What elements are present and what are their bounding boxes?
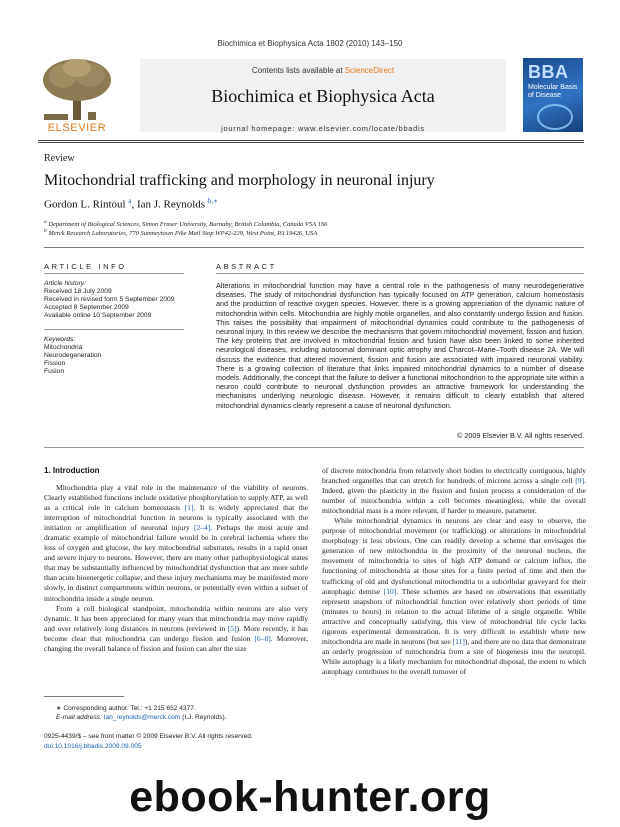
abstract-heading: ABSTRACT xyxy=(216,262,277,271)
affiliation-text: Department of Biological Sciences, Simon Fraser University, Burnaby, British Columbia, Canada V5A 1S6 xyxy=(48,221,328,229)
keywords-label: Keywords: xyxy=(44,336,76,343)
journal-homepage[interactable]: journal homepage: www.elsevier.com/locate/bbadis xyxy=(221,124,425,133)
history-item: Available online 10 September 2009 xyxy=(44,312,152,319)
history-item: Received in revised form 5 September 2009 xyxy=(44,296,175,303)
contents-prefix: Contents lists available at xyxy=(251,66,345,75)
journal-cover-image xyxy=(523,58,583,132)
history-item: Accepted 8 September 2009 xyxy=(44,304,129,311)
section-rule xyxy=(44,247,584,248)
keywords-rule xyxy=(44,329,184,330)
sciencedirect-link[interactable]: ScienceDirect xyxy=(344,66,395,75)
paragraph-text: ), and there are no data that demonstrate an orderly progression of mitochondria from a site of biogenesis into the neuropil. While autophagy is a likely mechanism for mitochondrial disposal, the extent to which autophagy contributes to the overall turnover of xyxy=(322,636,586,676)
email-footnote xyxy=(56,714,227,721)
elsevier-tree-logo-icon xyxy=(38,58,116,122)
affiliation-text: Merck Research Laboratories, 770 Sumneytown Pike Mail Stop WP42-229, West Point, PA 19426, USA xyxy=(48,230,318,238)
body-paragraph xyxy=(44,483,308,604)
paragraph-text: . Indeed, given the plasticity in the fission and fusion process a consideration of the number of mitochondria within a cell becomes meaningless, while the overall mitochondrial mass is a more relevant, if harder to measure, parameter. xyxy=(322,476,586,516)
affiliation-marker: b xyxy=(44,228,47,234)
paragraph-text: Mitochondria play a vital role in the maintenance of the viability of neurons. Clearly established functions include oxidative phosphorylation to supply ATP, as well as a critical role in calcium homeostasis xyxy=(44,483,308,513)
email-suffix: (I.J. Reynolds). xyxy=(180,714,227,721)
body-paragraph xyxy=(44,604,308,654)
citation-link[interactable]: [1] xyxy=(184,503,194,513)
corresponding-author-note: ∗ Corresponding author. Tel.: +1 215 652 4377. xyxy=(56,705,196,712)
article-info-heading: ARTICLE INFO xyxy=(44,262,127,271)
author-name: Gordon L. Rintoul xyxy=(44,198,126,211)
contents-line xyxy=(140,66,506,75)
body-rule xyxy=(44,447,584,448)
paragraph-text: From a cell biological standpoint, mitochondria within neurons are also very dynamic. It has been appreciated for many years that mitochondria may move rapidly and over relatively long distances in neurons (reviewed in xyxy=(44,603,308,633)
affiliation-b xyxy=(44,228,317,237)
author-name: Ian J. Reynolds xyxy=(136,198,206,211)
paragraph-text: ). More recently, it has become clear that mitochondria can undergo fission and fusion xyxy=(44,623,308,643)
article-info-rule xyxy=(44,273,184,274)
author-affiliation-marker[interactable]: a xyxy=(128,197,132,205)
header-rule-double xyxy=(38,142,584,143)
keyword: Fusion xyxy=(44,368,65,375)
keywords xyxy=(44,336,184,376)
body-paragraph xyxy=(322,466,586,516)
paragraph-text: . These schemes are based on observations that essentially represent snapshots of mitochondrial function over relatively short periods of time (minutes to hours) in relation to the actual lifetime of a single organelle. While attractive and conceptually satisfying, this view of mitochondrial life cycle lacks rigorous experimental demonstration. It is very difficult to establish where new mitochondria are made in neurons (but see xyxy=(322,586,586,646)
history-label: Article history: xyxy=(44,280,86,287)
citation-link[interactable]: [5] xyxy=(227,623,237,633)
affiliation-a xyxy=(44,219,327,228)
email-label: E-mail address: xyxy=(56,714,104,721)
cover-subtitle: Molecular Basis of Disease xyxy=(528,84,578,99)
watermark: ebook-hunter.org xyxy=(129,773,491,821)
email-link[interactable]: Ian_reynolds@merck.com xyxy=(103,714,181,721)
citation-link[interactable]: [11] xyxy=(452,636,465,646)
abstract-copyright: © 2009 Elsevier B.V. All rights reserved. xyxy=(457,431,584,440)
journal-reference: Biochimica et Biophysica Acta 1802 (2010) 143–150 xyxy=(217,39,403,48)
issn-line: 0925-4439/$ – see front matter © 2009 Elsevier B.V. All rights reserved. xyxy=(44,733,253,740)
history-item: Received 18 July 2009 xyxy=(44,288,112,295)
abstract-text: Alterations in mitochondrial function may have a central role in the pathogenesis of many neurodegenerative diseases. The study of mitochondrial dysfunction has typically focused on ATP generation, calcium homeostasis and the production of reactive oxygen species. However, there is a growing appreciation of the dynamic nature of mitochondria within cells. Mitochondria are highly motile organelles, and also constantly undergo fission and fusion. This raises the possibility that impairment of mitochondrial dynamics could contribute to the pathogenesis of neuronal injury. In this review we describe the mechanisms that govern mitochondrial movement, fission and fusion. The key proteins that are involved in mitochondrial fission and fusion have also been linked to some inherited neurological diseases, including autosomal dominant optic atrophy and Charcot–Marie–Tooth disease 2A. We will discuss the evidence that altered movement, fission and fusion are associated with impaired neuronal viability. There is a growing collection of literature that links impaired mitochondrial dynamics to a number of disease models. Additionally, the concept that the failure to deliver a functional mitochondrion to the appropriate site within a neuron could contribute to neuronal dysfunction provides an attractive framework for understanding the mechanisms underlying neurologic disease. However, it remains difficult to clearly establish that altered mitochondrial dynamics clearly represent a cause of neuronal dysfunction. xyxy=(216,281,584,410)
citation-link[interactable]: [9] xyxy=(575,476,585,486)
citation-link[interactable]: [2–4] xyxy=(193,523,211,533)
doi-line xyxy=(44,743,142,750)
keyword: Neurodegeneration xyxy=(44,352,102,359)
section-heading-introduction: 1. Introduction xyxy=(44,466,100,475)
elsevier-logo-text: ELSEVIER xyxy=(47,122,107,134)
doi-link[interactable]: doi:10.1016/j.bbadis.2009.09.005 xyxy=(44,743,142,750)
paragraph-text: . Perhaps the most acute and dramatic example of mitochondrial failure would be in cerebral ischemia where the loss of oxygen and glucose, the key mitochondrial substrates, results in a rapid onset and severe injury to neurons. However, there are many other pathophysiological states that may be substantially influenced by mitochondrial dysfunction that are more subtle than acute bioenergetic collapse, and these injury mechanisms may be manifested more slowly, in distinct compartments within neurons, or potentially even within a subset of mitochondria inside a single neuron. xyxy=(44,523,308,603)
author-list: Gordon L. Rintoul $^a$, Ian J. Reynolds $^{b,∗}$ xyxy=(44,197,218,211)
paragraph-text: . Moreover, changing the overall balance of fission and fusion can alter the size xyxy=(44,633,308,653)
footnote-rule xyxy=(44,696,124,697)
article-type: Review xyxy=(44,153,75,164)
paragraph-text: While mitochondrial dynamics in neurons are clear and easy to observe, the purpose of mitochondrial movement (or trafficking) or alterations in mitochondrial morphology is less obvious. One can readily develop a scheme that envisages the generation of new mitochondria in the proximity of the neuronal nucleus, the movement of mitochondria to sites of high ATP demand or calcium influx, the functioning of mitochondria at those sites for a finite period of time and then the trafficking of old and dysfunctional mitochondria to a subcellular graveyard for their autophagic demise xyxy=(322,516,586,596)
body-column-right xyxy=(322,466,586,677)
article-title: Mitochondrial trafficking and morphology in neuronal injury xyxy=(44,172,435,189)
journal-title: Biochimica et Biophysica Acta xyxy=(211,86,435,106)
keyword: Mitochondria xyxy=(44,344,83,351)
cover-graphic-icon xyxy=(537,104,573,130)
header-rule xyxy=(38,140,584,141)
cover-logo: BBA xyxy=(528,62,569,82)
body-paragraph xyxy=(322,516,586,677)
paragraph-text: of discrete mitochondria from relatively short bodies to electrically contiguous, highly branched organelles that can stretch for hundreds of microns across a single cell xyxy=(322,466,586,486)
abstract-rule xyxy=(216,273,584,274)
citation-link[interactable]: [6–8] xyxy=(254,633,271,643)
citation-link[interactable]: [10] xyxy=(383,586,397,596)
affiliation-marker: a xyxy=(44,219,47,225)
paragraph-text: . It is widely appreciated that the interruption of mitochondrial function in neurons is typically associated with the initiation or amplification of neuronal injury xyxy=(44,503,309,533)
author-affiliation-marker[interactable]: b,∗ xyxy=(207,197,218,205)
article-history xyxy=(44,280,184,320)
body-column-left xyxy=(44,483,308,654)
keyword: Fission xyxy=(44,360,66,367)
